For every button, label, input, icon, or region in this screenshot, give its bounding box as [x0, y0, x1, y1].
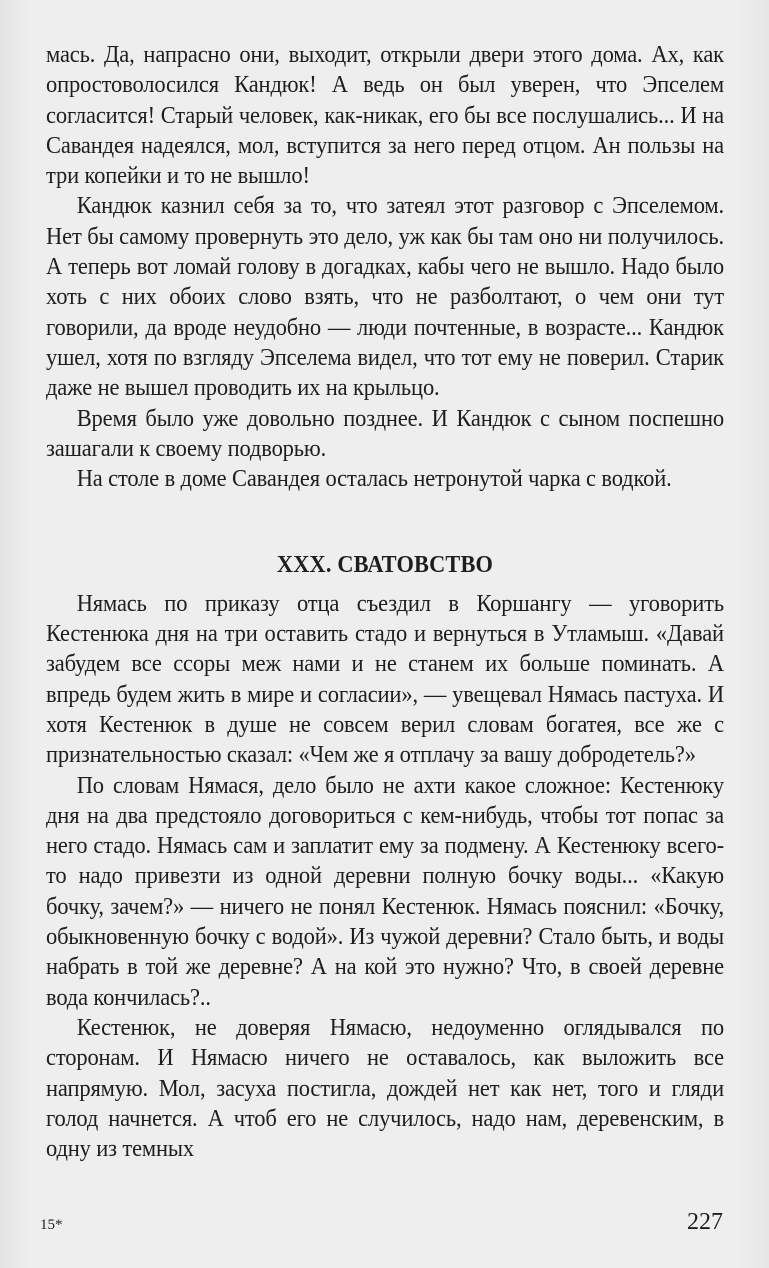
page-body: [46, 40, 724, 1164]
printer-signature-mark: 15*: [40, 1217, 63, 1233]
paragraph: Кестенюк, не доверяя Нямасю, недоуменно оглядывался по сторонам. И Нямасю ничего не оставалось, как выложить все напрямую. Мол, засуха постигла, дождей нет как нет, того и гляди голод начнется. А чтоб его не случилось, надо нам, деревенским, в одну из темных: [46, 1013, 724, 1163]
paragraph: Нямась по приказу отца съездил в Коршангу — уговорить Кестенюка дня на три оставить стадо и вернуться в Утламыш. «Давай забудем все ссоры меж нами и не станем их больше поминать. А впредь будем жить в мире и согласии», — увещевал Нямась пастуха. И хотя Кестенюк в душе не совсем верил словам богатея, все же с признательностью сказал: «Чем же я отплачу за вашу добродетель?»: [46, 589, 724, 769]
paragraph: На столе в доме Савандея осталась нетронутой чарка с водкой.: [76, 465, 672, 493]
paragraph: Кандюк казнил себя за то, что затеял этот разговор с Эпселемом. Нет бы самому провернуть это дело, уж как бы там оно ни получилось. А теперь вот ломай голову в догадках, кабы чего не вышло. Надо было хоть с них обоих слово взять, что не разболтают, о чем они тут говорили, да вроде неудобно — люди почтенные, в возрасте... Кандюк ушел, хотя по взгляду Эпселема видел, что тот ему не поверил. Старик даже не вышел проводить их на крыльцо.: [46, 192, 724, 402]
page-number: 227: [687, 1209, 723, 1235]
chapter-heading: XXX. СВАТОВСТВО: [276, 552, 494, 579]
paragraph: По словам Нямася, дело было не ахти какое сложное: Кестенюку дня на два предстояло договориться с кем-нибудь, чтобы тот попас за него стадо. Нямась сам и заплатит ему за подмену. А Кестенюку всего-то надо привезти из одной деревни полную бочку воды... «Какую бочку, зачем?» — ничего не понял Кестенюк. Нямась пояснил: «Бочку, обыкновенную бочку с водой». Из чужой деревни? Стало быть, и воды набрать в той же деревне? А на кой это нужно? Что, в своей деревне вода кончилась?..: [46, 771, 724, 1011]
paragraph: мась. Да, напрасно они, выходит, открыли двери этого дома. Ах, как опростоволосился Кандюк! А ведь он был уверен, что Эпселем согласится! Старый человек, как-никак, его бы все послушались... И на Савандея надеялся, мол, вступится за него перед отцом. Ан пользы на три копейки и то не вышло!: [46, 41, 724, 190]
page-footer: [40, 1209, 723, 1236]
paragraph: Время было уже довольно позднее. И Кандюк с сыном поспешно зашагали к своему подворью.: [46, 404, 724, 462]
